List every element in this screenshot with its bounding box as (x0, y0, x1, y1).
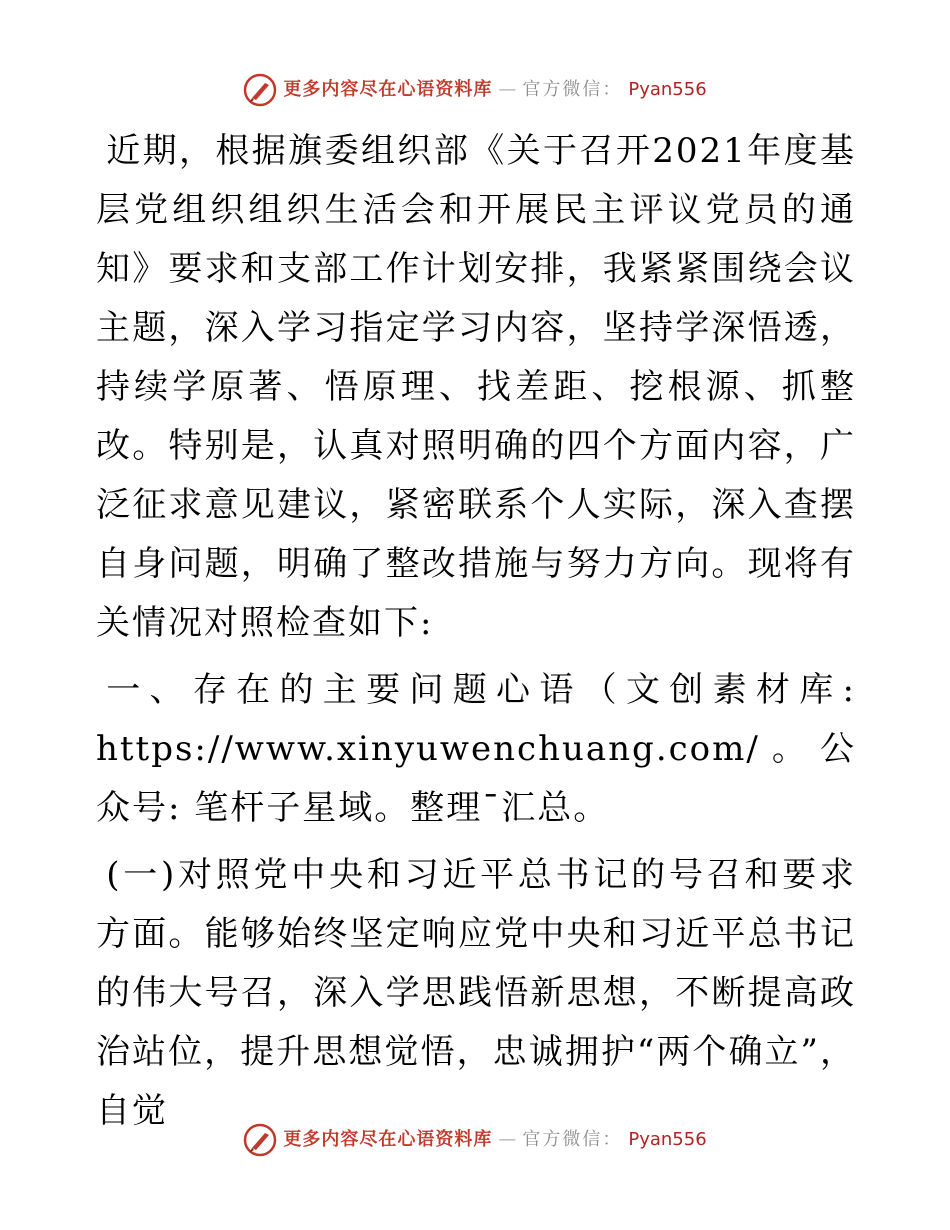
watermark-main-text: 更多内容尽在心语资料库 (283, 79, 493, 100)
document-body (96, 122, 856, 1141)
subsection-paragraph-1: (一)对照党中央和习近平总书记的号召和要求方面。能够始终坚定响应党中央和习近平总书记的伟大号召，深入学思践悟新思想，不断提高政治站位，提升思想觉悟，忠诚拥护“两个确立”，自觉 (96, 855, 856, 1131)
footer-watermark (0, 1120, 950, 1160)
watermark-dash: — (498, 79, 517, 100)
watermark-dash: — (498, 1129, 517, 1150)
watermark-official-label: 官方微信： (522, 79, 623, 100)
section-heading-problems: 一、存在的主要问题心语（文创素材库: https://www.xinyuwenchuang.com/。公众号: 笔杆子星域。整理¯汇总。 (96, 670, 856, 828)
watermark-official-label: 官方微信： (522, 1129, 623, 1150)
watermark-wechat-id: Pyan556 (628, 1129, 707, 1150)
quill-pen-icon (243, 1123, 277, 1157)
quill-pen-icon (243, 73, 277, 107)
header-watermark (0, 70, 950, 110)
watermark-wechat-id: Pyan556 (628, 79, 707, 100)
watermark-main-text: 更多内容尽在心语资料库 (283, 1129, 493, 1150)
intro-paragraph: 近期，根据旗委组织部《关于召开2021年度基层党组织组织生活会和开展民主评议党员的通知》要求和支部工作计划安排，我紧紧围绕会议主题，深入学习指定学习内容，坚持学深悟透，持续学原著、悟原理、找差距、挖根源、抓整改。特别是，认真对照明确的四个方面内容，广泛征求意见建议，紧密联系个人实际，深入查摆自身问题，明确了整改措施与努力方向。现将有关情况对照检查如下: (96, 131, 856, 643)
